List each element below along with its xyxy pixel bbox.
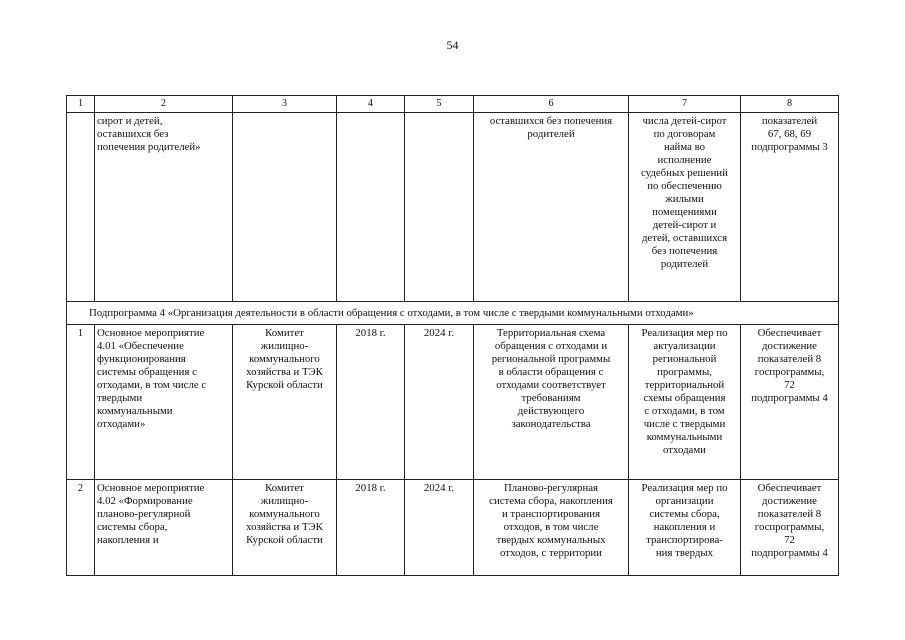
measures-table	[66, 95, 839, 576]
responsible-executor: Комитет жилищно- коммунального хозяйства и ТЭК Курской области	[233, 480, 337, 576]
end-year: 2024 г.	[405, 325, 474, 480]
table-row	[67, 325, 839, 480]
header-cell: 6	[474, 96, 629, 113]
row-number: 2	[67, 480, 95, 576]
subprogram-title: Подпрограмма 4 «Организация деятельности в области обращения с отходами, в том числе с твердыми коммунальными отходами»	[67, 302, 839, 325]
header-cell: 4	[337, 96, 405, 113]
header-cell: 7	[629, 96, 741, 113]
row-number: 1	[67, 325, 95, 480]
table-cell: сирот и детей, оставшихся без попечения родителей»	[95, 113, 233, 302]
expected-result: Территориальная схема обращения с отходами и региональной программы в области обращения с отходами соответствует требованиям действующего законодательства	[474, 325, 629, 480]
indicator-link: Обеспечивает достижение показателей 8 госпрограммы, 72 подпрограммы 4	[741, 325, 839, 480]
measure-name: Основное мероприятие 4.02 «Формирование планово-регулярной системы сбора, накопления и	[95, 480, 233, 576]
table-row	[67, 480, 839, 576]
start-year: 2018 г.	[337, 325, 405, 480]
table-cell	[233, 113, 337, 302]
header-row	[67, 96, 839, 113]
end-year: 2024 г.	[405, 480, 474, 576]
page-number: 54	[446, 38, 459, 52]
measure-name: Основное мероприятие 4.01 «Обеспечение функционирования системы обращения с отходами, в том числе с твердыми коммунальными отходами»	[95, 325, 233, 480]
responsible-executor: Комитет жилищно- коммунального хозяйства и ТЭК Курской области	[233, 325, 337, 480]
table-cell: показателей 67, 68, 69 подпрограммы 3	[741, 113, 839, 302]
continuation-row	[67, 113, 839, 302]
table-cell	[405, 113, 474, 302]
table-cell	[67, 113, 95, 302]
indicator-link: Обеспечивает достижение показателей 8 госпрограммы, 72 подпрограммы 4	[741, 480, 839, 576]
main-directions: Реализация мер по организации системы сбора, накопления и транспортирова- ния твердых	[629, 480, 741, 576]
start-year: 2018 г.	[337, 480, 405, 576]
header-cell: 1	[67, 96, 95, 113]
expected-result: Планово-регулярная система сбора, накопления и транспортирования отходов, в том числе твердых коммунальных отходов, с территории	[474, 480, 629, 576]
subprogram-row	[67, 302, 839, 325]
table-cell: числа детей-сирот по договорам найма во исполнение судебных решений по обеспечению жилыми помещениями детей-сирот и детей, оставшихся без попечения родителей	[629, 113, 741, 302]
header-cell: 8	[741, 96, 839, 113]
table-cell	[337, 113, 405, 302]
header-cell: 5	[405, 96, 474, 113]
header-cell: 3	[233, 96, 337, 113]
header-cell: 2	[95, 96, 233, 113]
table-cell: оставшихся без попечения родителей	[474, 113, 629, 302]
main-directions: Реализация мер по актуализации региональной программы, территориальной схемы обращения с отходами, в том числе с твердыми коммунальными отходами	[629, 325, 741, 480]
